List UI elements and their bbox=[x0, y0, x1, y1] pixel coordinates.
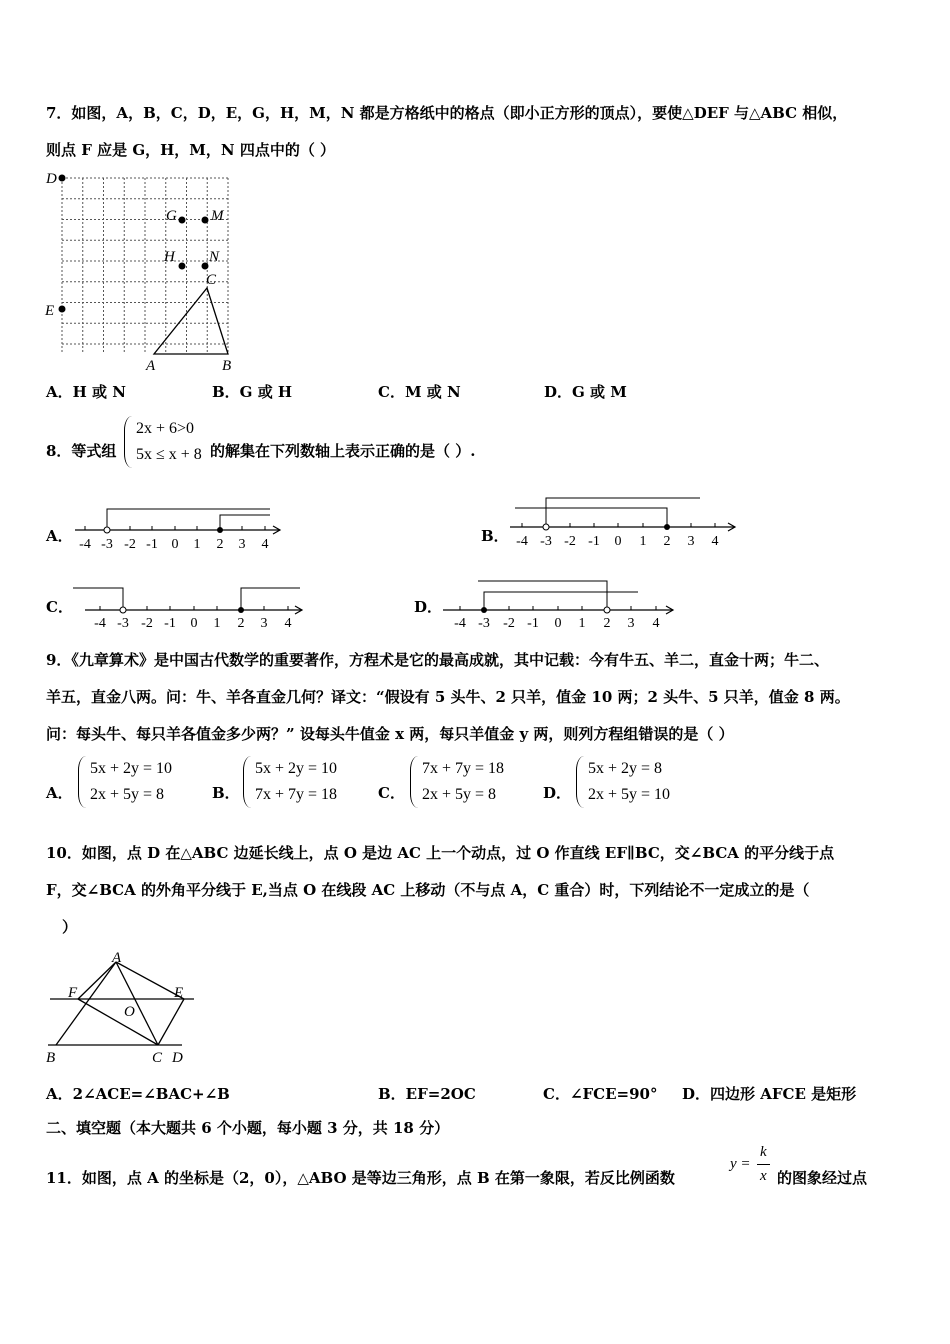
point-m bbox=[202, 217, 209, 224]
tick: 0 bbox=[554, 616, 562, 631]
q9-a-eq1: 5x + 2y = 10 bbox=[90, 760, 173, 777]
tick: -1 bbox=[146, 537, 158, 552]
tick: 1 bbox=[193, 537, 201, 552]
q7-grid-figure bbox=[40, 168, 250, 378]
tick: -2 bbox=[564, 534, 576, 549]
q10-line1: 10．如图，点 D 在△ABC 边延长线上，点 O 是边 AC 上一个动点，过 O 作直线 EF∥BC，交∠BCA 的平分线于点 bbox=[46, 844, 835, 862]
q7-line1: 7．如图，A，B，C，D，E，G，H，M，N 都是方格纸中的格点（即小正方形的顶点），要使△DEF 与△ABC 相似， bbox=[46, 104, 848, 122]
q11-function bbox=[730, 1143, 775, 1193]
label-b: B bbox=[222, 358, 232, 374]
q8-prefix: 8．等式组 bbox=[46, 442, 117, 460]
tick: 1 bbox=[213, 616, 221, 631]
tick: 2 bbox=[216, 537, 224, 552]
tick: -2 bbox=[141, 616, 153, 631]
tick: 0 bbox=[171, 537, 179, 552]
label-f: F bbox=[68, 985, 78, 1001]
label-n: N bbox=[209, 249, 220, 265]
q10-option-a[interactable]: A．2∠ACE=∠BAC+∠B bbox=[46, 1085, 230, 1103]
q7-option-a[interactable]: A．H 或 N bbox=[46, 383, 126, 401]
q9-b-eq2: 7x + 7y = 18 bbox=[255, 786, 338, 803]
tick: 3 bbox=[687, 534, 695, 549]
tick: 4 bbox=[652, 616, 660, 631]
tick: -2 bbox=[503, 616, 515, 631]
q11-func-lhs: y = bbox=[730, 1156, 751, 1172]
tick: -3 bbox=[101, 537, 113, 552]
label-a: A bbox=[146, 358, 156, 374]
q8-suffix: 的解集在下列数轴上表示正确的是（ ）. bbox=[210, 442, 476, 460]
label-m: M bbox=[211, 208, 224, 224]
label-c: C bbox=[152, 1050, 163, 1066]
q9-option-b-label[interactable]: B． bbox=[212, 784, 240, 802]
q10-figure bbox=[42, 950, 202, 1068]
q8-numberline-a[interactable] bbox=[70, 505, 290, 555]
label-a: A bbox=[112, 950, 122, 966]
q9-c-eq1: 7x + 7y = 18 bbox=[422, 760, 505, 777]
tick: -1 bbox=[164, 616, 176, 631]
point-n bbox=[202, 263, 209, 270]
q11-text: 11．如图，点 A 的坐标是（2，0），△ABO 是等边三角形，点 B 在第一象限，若反比例函数 bbox=[46, 1169, 675, 1187]
tick: 3 bbox=[238, 537, 246, 552]
tick: 2 bbox=[603, 616, 611, 631]
point-g bbox=[179, 217, 186, 224]
tick: -3 bbox=[478, 616, 490, 631]
tick: -4 bbox=[516, 534, 528, 549]
q8-numberline-c[interactable] bbox=[70, 582, 310, 632]
q11-func-num: k bbox=[760, 1144, 767, 1160]
q9-a-eq2: 2x + 5y = 8 bbox=[90, 786, 165, 803]
point-h bbox=[179, 263, 186, 270]
q11-func-den: x bbox=[760, 1168, 767, 1184]
q8-numberline-b[interactable] bbox=[505, 492, 745, 554]
q10-line3: ） bbox=[62, 918, 78, 936]
tick: 2 bbox=[237, 616, 245, 631]
label-b: B bbox=[46, 1050, 56, 1066]
q9-d-eq1: 5x + 2y = 8 bbox=[588, 760, 663, 777]
q10-option-d[interactable]: D．四边形 AFCE 是矩形 bbox=[682, 1085, 857, 1103]
q8-option-a-label[interactable]: A． bbox=[46, 527, 73, 545]
tick: -3 bbox=[540, 534, 552, 549]
section-2-heading: 二、填空题（本大题共 6 个小题，每小题 3 分，共 18 分） bbox=[46, 1119, 450, 1137]
q9-b-eq1: 5x + 2y = 10 bbox=[255, 760, 338, 777]
q7-option-c[interactable]: C．M 或 N bbox=[378, 383, 461, 401]
q10-option-c[interactable]: C．∠FCE=90° bbox=[543, 1085, 658, 1103]
q9-line2: 羊五，直金八两。问：牛、羊各直金几何？译文：“假设有 5 头牛、2 只羊，值金 10 两；2 头牛、5 只羊，值金 8 两。 bbox=[46, 688, 850, 706]
label-o: O bbox=[124, 1004, 135, 1020]
q9-line3: 问：每头牛、每只羊各值金多少两？” 设每头牛值金 x 两，每只羊值金 y 两，则列方程组错误的是（ ） bbox=[46, 725, 734, 743]
q9-d-eq2: 2x + 5y = 10 bbox=[588, 786, 671, 803]
tick: 0 bbox=[614, 534, 622, 549]
point-d bbox=[59, 175, 66, 182]
q11-suffix: 的图象经过点 bbox=[777, 1169, 868, 1187]
tick: -4 bbox=[94, 616, 106, 631]
q7-option-d[interactable]: D．G 或 M bbox=[544, 383, 627, 401]
tick: 4 bbox=[261, 537, 269, 552]
tick: -3 bbox=[117, 616, 129, 631]
q8-numberline-d[interactable] bbox=[438, 575, 683, 631]
label-h: H bbox=[164, 249, 175, 265]
label-e: E bbox=[174, 985, 184, 1001]
q9-c-eq2: 2x + 5y = 8 bbox=[422, 786, 497, 803]
tick: 0 bbox=[190, 616, 198, 631]
q8-option-d-label[interactable]: D． bbox=[414, 598, 443, 616]
label-e: E bbox=[45, 303, 55, 319]
tick: 4 bbox=[711, 534, 719, 549]
q10-line2: F，交∠BCA 的外角平分线于 E,当点 O 在线段 AC 上移动（不与点 A，C 重合）时，下列结论不一定成立的是（ bbox=[46, 881, 810, 899]
tick: -4 bbox=[79, 537, 91, 552]
point-e bbox=[59, 306, 66, 313]
tick: 3 bbox=[627, 616, 635, 631]
tick: 3 bbox=[260, 616, 268, 631]
label-c: C bbox=[206, 272, 217, 288]
q9-line1: 9．《九章算术》是中国古代数学的重要著作，方程术是它的最高成就，其中记载：今有牛五、羊二，直金十两；牛二、 bbox=[46, 651, 829, 669]
q8-ineq-1: 2x + 6>0 bbox=[136, 420, 195, 437]
tick: -4 bbox=[454, 616, 466, 631]
q9-option-d-label[interactable]: D． bbox=[543, 784, 572, 802]
tick: 1 bbox=[578, 616, 586, 631]
label-d: D bbox=[172, 1050, 183, 1066]
label-d: D bbox=[46, 171, 57, 187]
tick: 4 bbox=[284, 616, 292, 631]
q8-option-b-label[interactable]: B． bbox=[481, 527, 509, 545]
tick: -1 bbox=[588, 534, 600, 549]
q9-option-a-label[interactable]: A． bbox=[46, 784, 73, 802]
q8-option-c-label[interactable]: C． bbox=[46, 598, 73, 616]
label-g: G bbox=[166, 208, 177, 224]
q7-line2: 则点 F 应是 G，H，M，N 四点中的（ ） bbox=[46, 141, 336, 159]
q10-option-b[interactable]: B．EF=2OC bbox=[378, 1085, 476, 1103]
tick: 1 bbox=[639, 534, 647, 549]
q7-option-b[interactable]: B．G 或 H bbox=[212, 383, 293, 401]
q9-option-c-label[interactable]: C． bbox=[378, 784, 405, 802]
tick: 2 bbox=[663, 534, 671, 549]
tick: -2 bbox=[124, 537, 136, 552]
tick: -1 bbox=[527, 616, 539, 631]
q8-ineq-2: 5x ≤ x + 8 bbox=[136, 446, 202, 463]
